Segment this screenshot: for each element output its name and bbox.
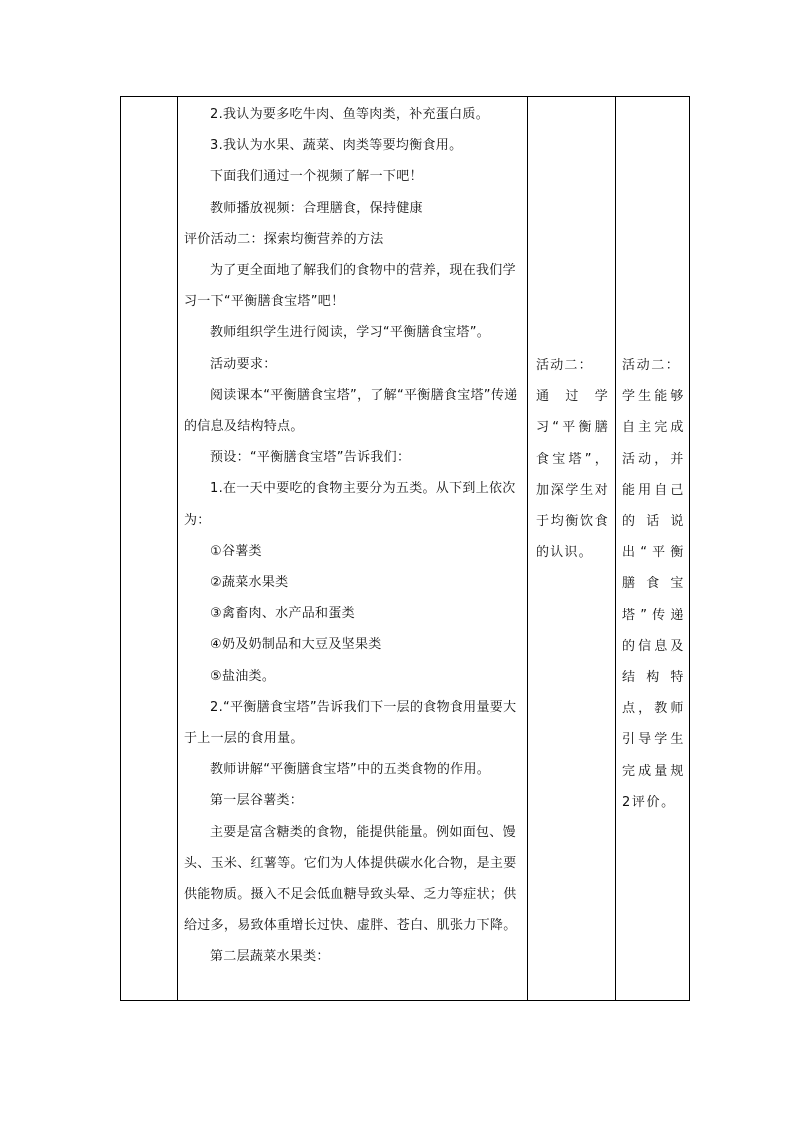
list-item: ④奶及奶制品和大豆及坚果类 [210, 637, 382, 653]
text-paragraph: 为了更全面地了解我们的食物中的营养，现在我们学习一下“平衡膳食宝塔”吧！ [184, 263, 516, 310]
text-paragraph: 1.在一天中要吃的食物主要分为五类。从下到上依次为： [184, 481, 516, 528]
list-item: ①谷薯类 [210, 543, 262, 559]
text-line: 第一层谷薯类： [210, 793, 304, 809]
lesson-plan-table [120, 96, 690, 1001]
text-paragraph: 主要是富含糖类的食物，能提供能量。例如面包、馒头、玉米、红薯等。它们为人体提供碳水化合物，是主要供能物质。摄入不足会低血糖导致头晕、乏力等症状；供给过多，易致体重增长过快、虚胖、苍白、肌张力下降。 [184, 824, 517, 934]
text-line: 教师播放视频：合理膳食，保持健康 [210, 200, 423, 216]
stage-cell [121, 97, 178, 1001]
list-item: ③禽畜肉、水产品和蛋类 [210, 606, 355, 622]
section-heading: 评价活动二：探索均衡营养的方法 [184, 231, 384, 247]
text-line: 2.我认为要多吃牛肉、鱼等肉类，补充蛋白质。 [210, 107, 490, 122]
text-line: 活动要求： [210, 356, 277, 372]
design-intent-title: 活动二： [536, 358, 593, 373]
text-line: 3.我认为水果、蔬菜、肉类等要均衡食用。 [210, 138, 463, 154]
text-line: 教师组织学生进行阅读，学习“平衡膳食宝塔”。 [210, 325, 491, 341]
design-intent-cell [528, 97, 616, 1001]
text-line: 第二层蔬菜水果类： [210, 949, 330, 965]
table-row [121, 97, 690, 1001]
text-paragraph: 阅读课本“平衡膳食宝塔”，了解“平衡膳食宝塔”传递的信息及结构特点。 [184, 387, 518, 435]
text-line: 下面我们通过一个视频了解一下吧！ [210, 169, 423, 185]
text-line: 预设：“平衡膳食宝塔”告诉我们： [210, 450, 411, 466]
list-item: ②蔬菜水果类 [210, 575, 289, 591]
text-line: 教师讲解“平衡膳食宝塔”中的五类食物的作用。 [210, 762, 491, 778]
evaluation-title: 活动二： [622, 358, 681, 373]
design-intent-text: 通过学习“平衡膳食宝塔”，加深学生对于均衡饮食的认识。 [536, 389, 609, 561]
teaching-process-cell [178, 97, 528, 1001]
list-item: ⑤盐油类。 [210, 668, 276, 684]
evaluation-text: 学生能够自主完成活动，并能用自己的话说出“平衡膳食宝塔”传递的信息及结构特点，教师引导学生完成量规2评价。 [622, 389, 685, 810]
evaluation-cell [616, 97, 690, 1001]
text-paragraph: 2.“平衡膳食宝塔”告诉我们下一层的食物食用量要大于上一层的食用量。 [184, 699, 517, 747]
